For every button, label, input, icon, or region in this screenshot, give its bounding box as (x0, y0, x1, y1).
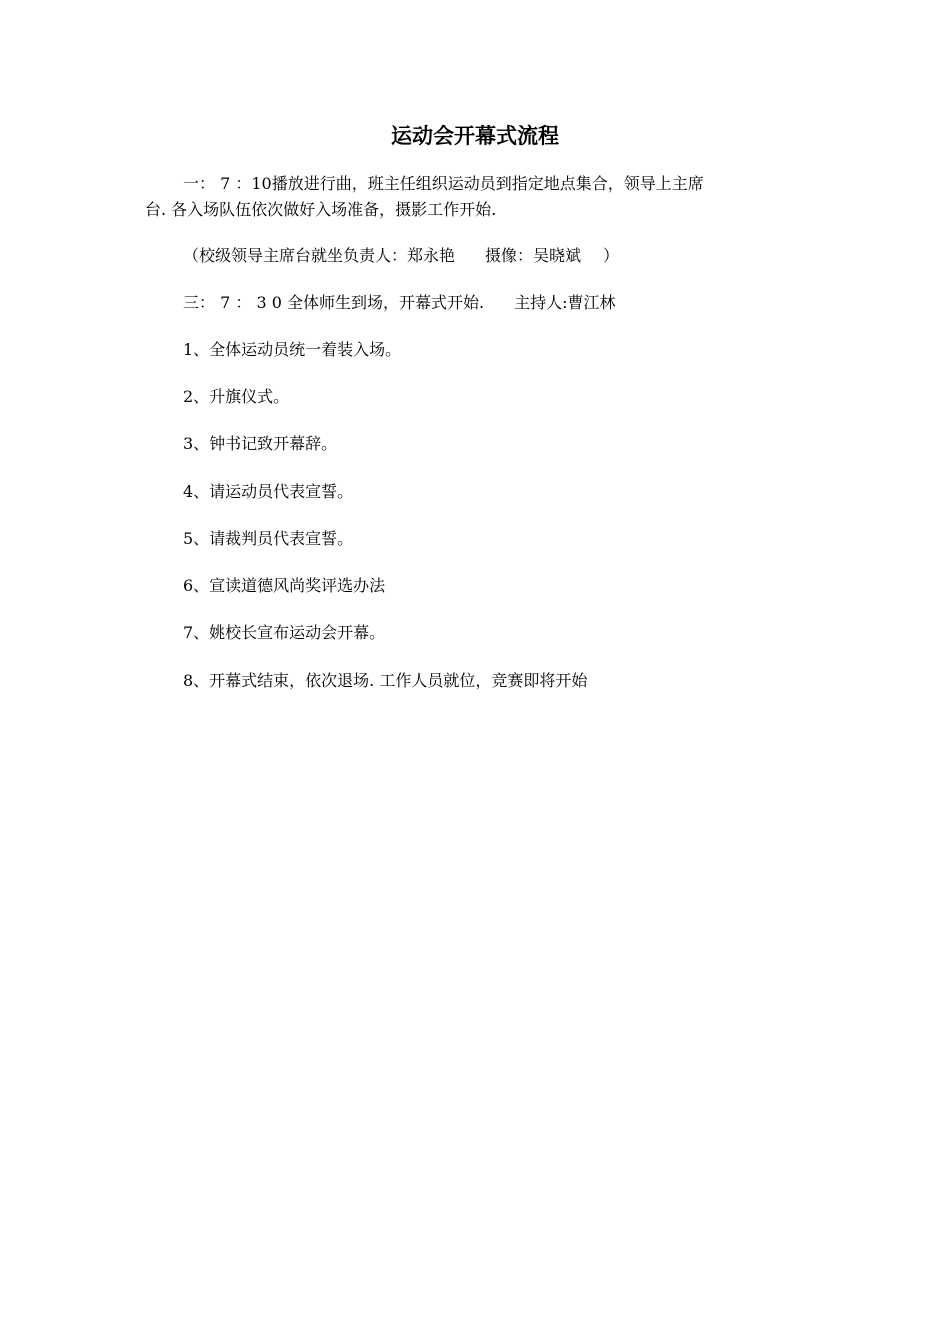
step-one-line-2: 台. 各入场队伍依次做好入场准备，摄影工作开始. (145, 200, 497, 219)
note-camera: 摄像：吴晓斌 (485, 246, 582, 265)
list-item: 2、升旗仪式。 (183, 387, 290, 406)
step-three-host: 主持人:曹江林 (514, 293, 616, 312)
list-item: 6、宣读道德风尚奖评选办法 (183, 576, 386, 595)
list-item: 1、全体运动员统一着装入场。 (183, 340, 402, 359)
note-leader-seating: （校级领导主席台就坐负责人：郑永艳 (183, 246, 456, 265)
responsibility-note (145, 243, 805, 269)
step-one-line-1: 一： 7 ：10播放进行曲，班主任组织运动员到指定地点集合，领导上主席 (183, 174, 704, 193)
step-three-text: 三： 7 ： 3 0 全体师生到场，开幕式开始. (183, 293, 485, 312)
note-close-paren: ） (603, 246, 620, 265)
list-item: 8、开幕式结束，依次退场. 工作人员就位，竞赛即将开始 (183, 671, 588, 690)
list-item: 4、请运动员代表宣誓。 (183, 482, 354, 501)
list-item: 3、钟书记致开幕辞。 (183, 434, 338, 453)
step-three-paragraph (145, 290, 805, 316)
document-title: 运动会开幕式流程 (391, 124, 559, 148)
step-one-paragraph (145, 171, 805, 223)
list-item: 7、姚校长宣布运动会开幕。 (183, 623, 386, 642)
list-item: 5、请裁判员代表宣誓。 (183, 529, 354, 548)
